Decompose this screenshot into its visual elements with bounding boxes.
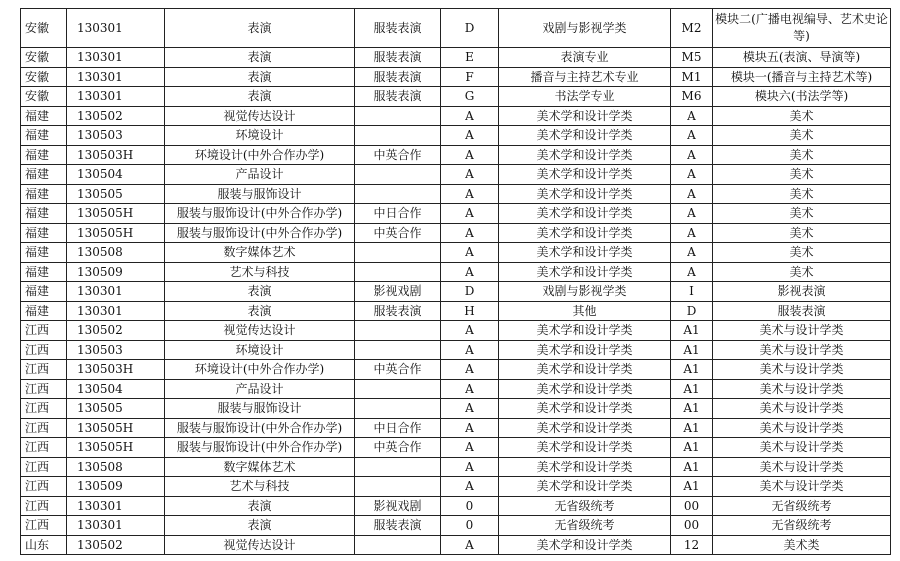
- module-name-cell: 美术与设计学类: [713, 379, 891, 399]
- table-row: [21, 9, 891, 48]
- module-name-cell: 美术: [713, 126, 891, 146]
- category-code-cell: G: [441, 87, 499, 107]
- category-code-cell: A: [441, 223, 499, 243]
- module-code-cell: M6: [671, 87, 713, 107]
- major-name-cell: 表演: [165, 301, 355, 321]
- major-name-cell: 表演: [165, 48, 355, 68]
- category-name-cell: 美术学和设计学类: [499, 243, 671, 263]
- module-code-cell: A: [671, 223, 713, 243]
- direction-cell: 服装表演: [355, 301, 441, 321]
- category-code-cell: A: [441, 379, 499, 399]
- category-code-cell: A: [441, 477, 499, 497]
- category-code-cell: A: [441, 145, 499, 165]
- major-name-cell: 艺术与科技: [165, 477, 355, 497]
- major-name-cell: 表演: [165, 9, 355, 48]
- major-name-cell: 环境设计(中外合作办学): [165, 145, 355, 165]
- category-name-cell: 美术学和设计学类: [499, 145, 671, 165]
- province-cell: 福建: [21, 301, 67, 321]
- table-row: [21, 126, 891, 146]
- category-name-cell: 美术学和设计学类: [499, 535, 671, 555]
- module-name-cell: 模块一(播音与主持艺术等): [713, 67, 891, 87]
- major-code-cell: 130503H: [67, 360, 165, 380]
- major-code-cell: 130505: [67, 184, 165, 204]
- major-exam-table: [20, 8, 891, 555]
- module-name-cell: 美术与设计学类: [713, 399, 891, 419]
- major-name-cell: 产品设计: [165, 379, 355, 399]
- major-name-cell: 服装与服饰设计(中外合作办学): [165, 223, 355, 243]
- direction-cell: [355, 379, 441, 399]
- category-name-cell: 美术学和设计学类: [499, 184, 671, 204]
- major-name-cell: 环境设计(中外合作办学): [165, 360, 355, 380]
- module-code-cell: A: [671, 184, 713, 204]
- module-name-cell: 美术与设计学类: [713, 477, 891, 497]
- major-code-cell: 130301: [67, 9, 165, 48]
- major-name-cell: 表演: [165, 516, 355, 536]
- table-row: [21, 106, 891, 126]
- province-cell: 江西: [21, 360, 67, 380]
- table-row: [21, 418, 891, 438]
- direction-cell: 中英合作: [355, 360, 441, 380]
- category-name-cell: 美术学和设计学类: [499, 438, 671, 458]
- province-cell: 江西: [21, 340, 67, 360]
- table-row: [21, 223, 891, 243]
- province-cell: 福建: [21, 165, 67, 185]
- major-code-cell: 130502: [67, 321, 165, 341]
- module-code-cell: I: [671, 282, 713, 302]
- category-name-cell: 戏剧与影视学类: [499, 9, 671, 48]
- major-name-cell: 环境设计: [165, 126, 355, 146]
- module-name-cell: 美术与设计学类: [713, 340, 891, 360]
- province-cell: 福建: [21, 282, 67, 302]
- module-code-cell: A1: [671, 399, 713, 419]
- direction-cell: 服装表演: [355, 9, 441, 48]
- province-cell: 安徽: [21, 87, 67, 107]
- category-code-cell: 0: [441, 496, 499, 516]
- category-code-cell: A: [441, 438, 499, 458]
- province-cell: 福建: [21, 223, 67, 243]
- module-name-cell: 无省级统考: [713, 516, 891, 536]
- category-code-cell: H: [441, 301, 499, 321]
- direction-cell: 中英合作: [355, 438, 441, 458]
- province-cell: 江西: [21, 516, 67, 536]
- category-code-cell: 0: [441, 516, 499, 536]
- table-row: [21, 496, 891, 516]
- major-code-cell: 130505H: [67, 223, 165, 243]
- major-code-cell: 130301: [67, 301, 165, 321]
- table-row: [21, 516, 891, 536]
- direction-cell: 服装表演: [355, 87, 441, 107]
- major-name-cell: 视觉传达设计: [165, 535, 355, 555]
- module-code-cell: D: [671, 301, 713, 321]
- category-code-cell: D: [441, 9, 499, 48]
- category-name-cell: 美术学和设计学类: [499, 379, 671, 399]
- direction-cell: [355, 262, 441, 282]
- major-name-cell: 数字媒体艺术: [165, 457, 355, 477]
- category-name-cell: 美术学和设计学类: [499, 360, 671, 380]
- major-name-cell: 服装与服饰设计(中外合作办学): [165, 204, 355, 224]
- category-name-cell: 播音与主持艺术专业: [499, 67, 671, 87]
- direction-cell: [355, 477, 441, 497]
- major-code-cell: 130502: [67, 106, 165, 126]
- table-row: [21, 438, 891, 458]
- major-code-cell: 130504: [67, 165, 165, 185]
- module-name-cell: 美术与设计学类: [713, 438, 891, 458]
- direction-cell: 影视戏剧: [355, 282, 441, 302]
- major-code-cell: 130503: [67, 340, 165, 360]
- category-name-cell: 无省级统考: [499, 516, 671, 536]
- module-code-cell: A: [671, 145, 713, 165]
- direction-cell: [355, 243, 441, 263]
- major-name-cell: 服装与服饰设计(中外合作办学): [165, 438, 355, 458]
- module-name-cell: 美术与设计学类: [713, 418, 891, 438]
- category-name-cell: 美术学和设计学类: [499, 262, 671, 282]
- major-code-cell: 130301: [67, 87, 165, 107]
- major-name-cell: 表演: [165, 282, 355, 302]
- module-code-cell: A: [671, 243, 713, 263]
- module-name-cell: 美术与设计学类: [713, 360, 891, 380]
- table-row: [21, 243, 891, 263]
- major-name-cell: 表演: [165, 87, 355, 107]
- category-code-cell: A: [441, 165, 499, 185]
- module-name-cell: 模块二(广播电视编导、艺术史论等): [713, 9, 891, 48]
- province-cell: 福建: [21, 262, 67, 282]
- module-name-cell: 美术: [713, 184, 891, 204]
- province-cell: 江西: [21, 457, 67, 477]
- category-code-cell: A: [441, 126, 499, 146]
- module-code-cell: M2: [671, 9, 713, 48]
- module-name-cell: 美术: [713, 165, 891, 185]
- province-cell: 安徽: [21, 67, 67, 87]
- module-code-cell: A1: [671, 379, 713, 399]
- province-cell: 江西: [21, 418, 67, 438]
- major-code-cell: 130301: [67, 48, 165, 68]
- major-code-cell: 130301: [67, 67, 165, 87]
- direction-cell: [355, 457, 441, 477]
- table-row: [21, 145, 891, 165]
- module-code-cell: A: [671, 126, 713, 146]
- major-name-cell: 视觉传达设计: [165, 106, 355, 126]
- category-name-cell: 美术学和设计学类: [499, 106, 671, 126]
- table-row: [21, 48, 891, 68]
- category-code-cell: A: [441, 360, 499, 380]
- category-code-cell: A: [441, 399, 499, 419]
- major-code-cell: 130503H: [67, 145, 165, 165]
- major-code-cell: 130301: [67, 496, 165, 516]
- module-name-cell: 美术与设计学类: [713, 457, 891, 477]
- module-name-cell: 美术: [713, 243, 891, 263]
- province-cell: 江西: [21, 477, 67, 497]
- category-name-cell: 美术学和设计学类: [499, 340, 671, 360]
- table-row: [21, 67, 891, 87]
- direction-cell: 影视戏剧: [355, 496, 441, 516]
- category-code-cell: A: [441, 340, 499, 360]
- major-code-cell: 130502: [67, 535, 165, 555]
- major-name-cell: 表演: [165, 67, 355, 87]
- module-name-cell: 美术: [713, 223, 891, 243]
- table-row: [21, 321, 891, 341]
- category-name-cell: 美术学和设计学类: [499, 477, 671, 497]
- module-name-cell: 美术: [713, 106, 891, 126]
- category-name-cell: 美术学和设计学类: [499, 418, 671, 438]
- major-name-cell: 服装与服饰设计: [165, 399, 355, 419]
- table-row: [21, 204, 891, 224]
- module-code-cell: A: [671, 106, 713, 126]
- direction-cell: [355, 184, 441, 204]
- table-row: [21, 301, 891, 321]
- direction-cell: 中英合作: [355, 145, 441, 165]
- module-code-cell: 12: [671, 535, 713, 555]
- major-name-cell: 产品设计: [165, 165, 355, 185]
- table-container: [20, 8, 891, 555]
- province-cell: 福建: [21, 243, 67, 263]
- category-name-cell: 美术学和设计学类: [499, 126, 671, 146]
- major-code-cell: 130504: [67, 379, 165, 399]
- category-code-cell: D: [441, 282, 499, 302]
- direction-cell: 服装表演: [355, 516, 441, 536]
- category-name-cell: 无省级统考: [499, 496, 671, 516]
- module-code-cell: A1: [671, 360, 713, 380]
- direction-cell: [355, 399, 441, 419]
- direction-cell: [355, 535, 441, 555]
- table-row: [21, 477, 891, 497]
- module-code-cell: A: [671, 165, 713, 185]
- province-cell: 福建: [21, 204, 67, 224]
- category-name-cell: 美术学和设计学类: [499, 223, 671, 243]
- direction-cell: 中英合作: [355, 223, 441, 243]
- module-code-cell: 00: [671, 496, 713, 516]
- province-cell: 福建: [21, 106, 67, 126]
- module-code-cell: A1: [671, 457, 713, 477]
- module-name-cell: 模块六(书法学等): [713, 87, 891, 107]
- module-code-cell: A1: [671, 418, 713, 438]
- category-name-cell: 书法学专业: [499, 87, 671, 107]
- major-code-cell: 130509: [67, 262, 165, 282]
- major-code-cell: 130508: [67, 243, 165, 263]
- table-row: [21, 262, 891, 282]
- module-code-cell: A1: [671, 477, 713, 497]
- module-code-cell: A: [671, 262, 713, 282]
- table-row: [21, 184, 891, 204]
- table-row: [21, 360, 891, 380]
- category-code-cell: A: [441, 106, 499, 126]
- direction-cell: 服装表演: [355, 67, 441, 87]
- module-name-cell: 美术与设计学类: [713, 321, 891, 341]
- category-name-cell: 表演专业: [499, 48, 671, 68]
- module-code-cell: A1: [671, 321, 713, 341]
- module-name-cell: 模块五(表演、导演等): [713, 48, 891, 68]
- direction-cell: 中日合作: [355, 204, 441, 224]
- province-cell: 江西: [21, 496, 67, 516]
- category-code-cell: A: [441, 457, 499, 477]
- module-code-cell: A: [671, 204, 713, 224]
- table-row: [21, 457, 891, 477]
- category-code-cell: E: [441, 48, 499, 68]
- module-name-cell: 影视表演: [713, 282, 891, 302]
- major-name-cell: 艺术与科技: [165, 262, 355, 282]
- module-code-cell: A1: [671, 438, 713, 458]
- module-code-cell: M1: [671, 67, 713, 87]
- province-cell: 福建: [21, 184, 67, 204]
- module-name-cell: 美术: [713, 204, 891, 224]
- major-code-cell: 130508: [67, 457, 165, 477]
- category-code-cell: A: [441, 184, 499, 204]
- province-cell: 安徽: [21, 9, 67, 48]
- table-row: [21, 282, 891, 302]
- direction-cell: [355, 321, 441, 341]
- major-name-cell: 视觉传达设计: [165, 321, 355, 341]
- table-row: [21, 340, 891, 360]
- major-code-cell: 130509: [67, 477, 165, 497]
- module-name-cell: 无省级统考: [713, 496, 891, 516]
- direction-cell: 服装表演: [355, 48, 441, 68]
- province-cell: 江西: [21, 399, 67, 419]
- province-cell: 江西: [21, 438, 67, 458]
- category-code-cell: A: [441, 535, 499, 555]
- category-code-cell: A: [441, 243, 499, 263]
- major-name-cell: 表演: [165, 496, 355, 516]
- direction-cell: [355, 126, 441, 146]
- major-code-cell: 130505H: [67, 204, 165, 224]
- province-cell: 江西: [21, 321, 67, 341]
- table-row: [21, 165, 891, 185]
- category-name-cell: 戏剧与影视学类: [499, 282, 671, 302]
- direction-cell: [355, 106, 441, 126]
- module-code-cell: M5: [671, 48, 713, 68]
- province-cell: 福建: [21, 145, 67, 165]
- module-code-cell: A1: [671, 340, 713, 360]
- direction-cell: [355, 340, 441, 360]
- major-name-cell: 环境设计: [165, 340, 355, 360]
- major-code-cell: 130505H: [67, 418, 165, 438]
- category-code-cell: A: [441, 204, 499, 224]
- direction-cell: 中日合作: [355, 418, 441, 438]
- module-code-cell: 00: [671, 516, 713, 536]
- province-cell: 安徽: [21, 48, 67, 68]
- category-name-cell: 美术学和设计学类: [499, 399, 671, 419]
- module-name-cell: 美术: [713, 262, 891, 282]
- category-code-cell: A: [441, 262, 499, 282]
- major-code-cell: 130301: [67, 516, 165, 536]
- module-name-cell: 美术: [713, 145, 891, 165]
- province-cell: 福建: [21, 126, 67, 146]
- category-name-cell: 美术学和设计学类: [499, 204, 671, 224]
- category-name-cell: 其他: [499, 301, 671, 321]
- category-code-cell: A: [441, 321, 499, 341]
- major-code-cell: 130301: [67, 282, 165, 302]
- major-name-cell: 服装与服饰设计: [165, 184, 355, 204]
- major-name-cell: 服装与服饰设计(中外合作办学): [165, 418, 355, 438]
- major-code-cell: 130505: [67, 399, 165, 419]
- table-row: [21, 535, 891, 555]
- major-name-cell: 数字媒体艺术: [165, 243, 355, 263]
- category-name-cell: 美术学和设计学类: [499, 321, 671, 341]
- table-row: [21, 87, 891, 107]
- category-code-cell: A: [441, 418, 499, 438]
- category-code-cell: F: [441, 67, 499, 87]
- table-row: [21, 379, 891, 399]
- module-name-cell: 美术类: [713, 535, 891, 555]
- major-code-cell: 130503: [67, 126, 165, 146]
- module-name-cell: 服装表演: [713, 301, 891, 321]
- table-row: [21, 399, 891, 419]
- province-cell: 江西: [21, 379, 67, 399]
- category-name-cell: 美术学和设计学类: [499, 165, 671, 185]
- category-name-cell: 美术学和设计学类: [499, 457, 671, 477]
- major-code-cell: 130505H: [67, 438, 165, 458]
- direction-cell: [355, 165, 441, 185]
- province-cell: 山东: [21, 535, 67, 555]
